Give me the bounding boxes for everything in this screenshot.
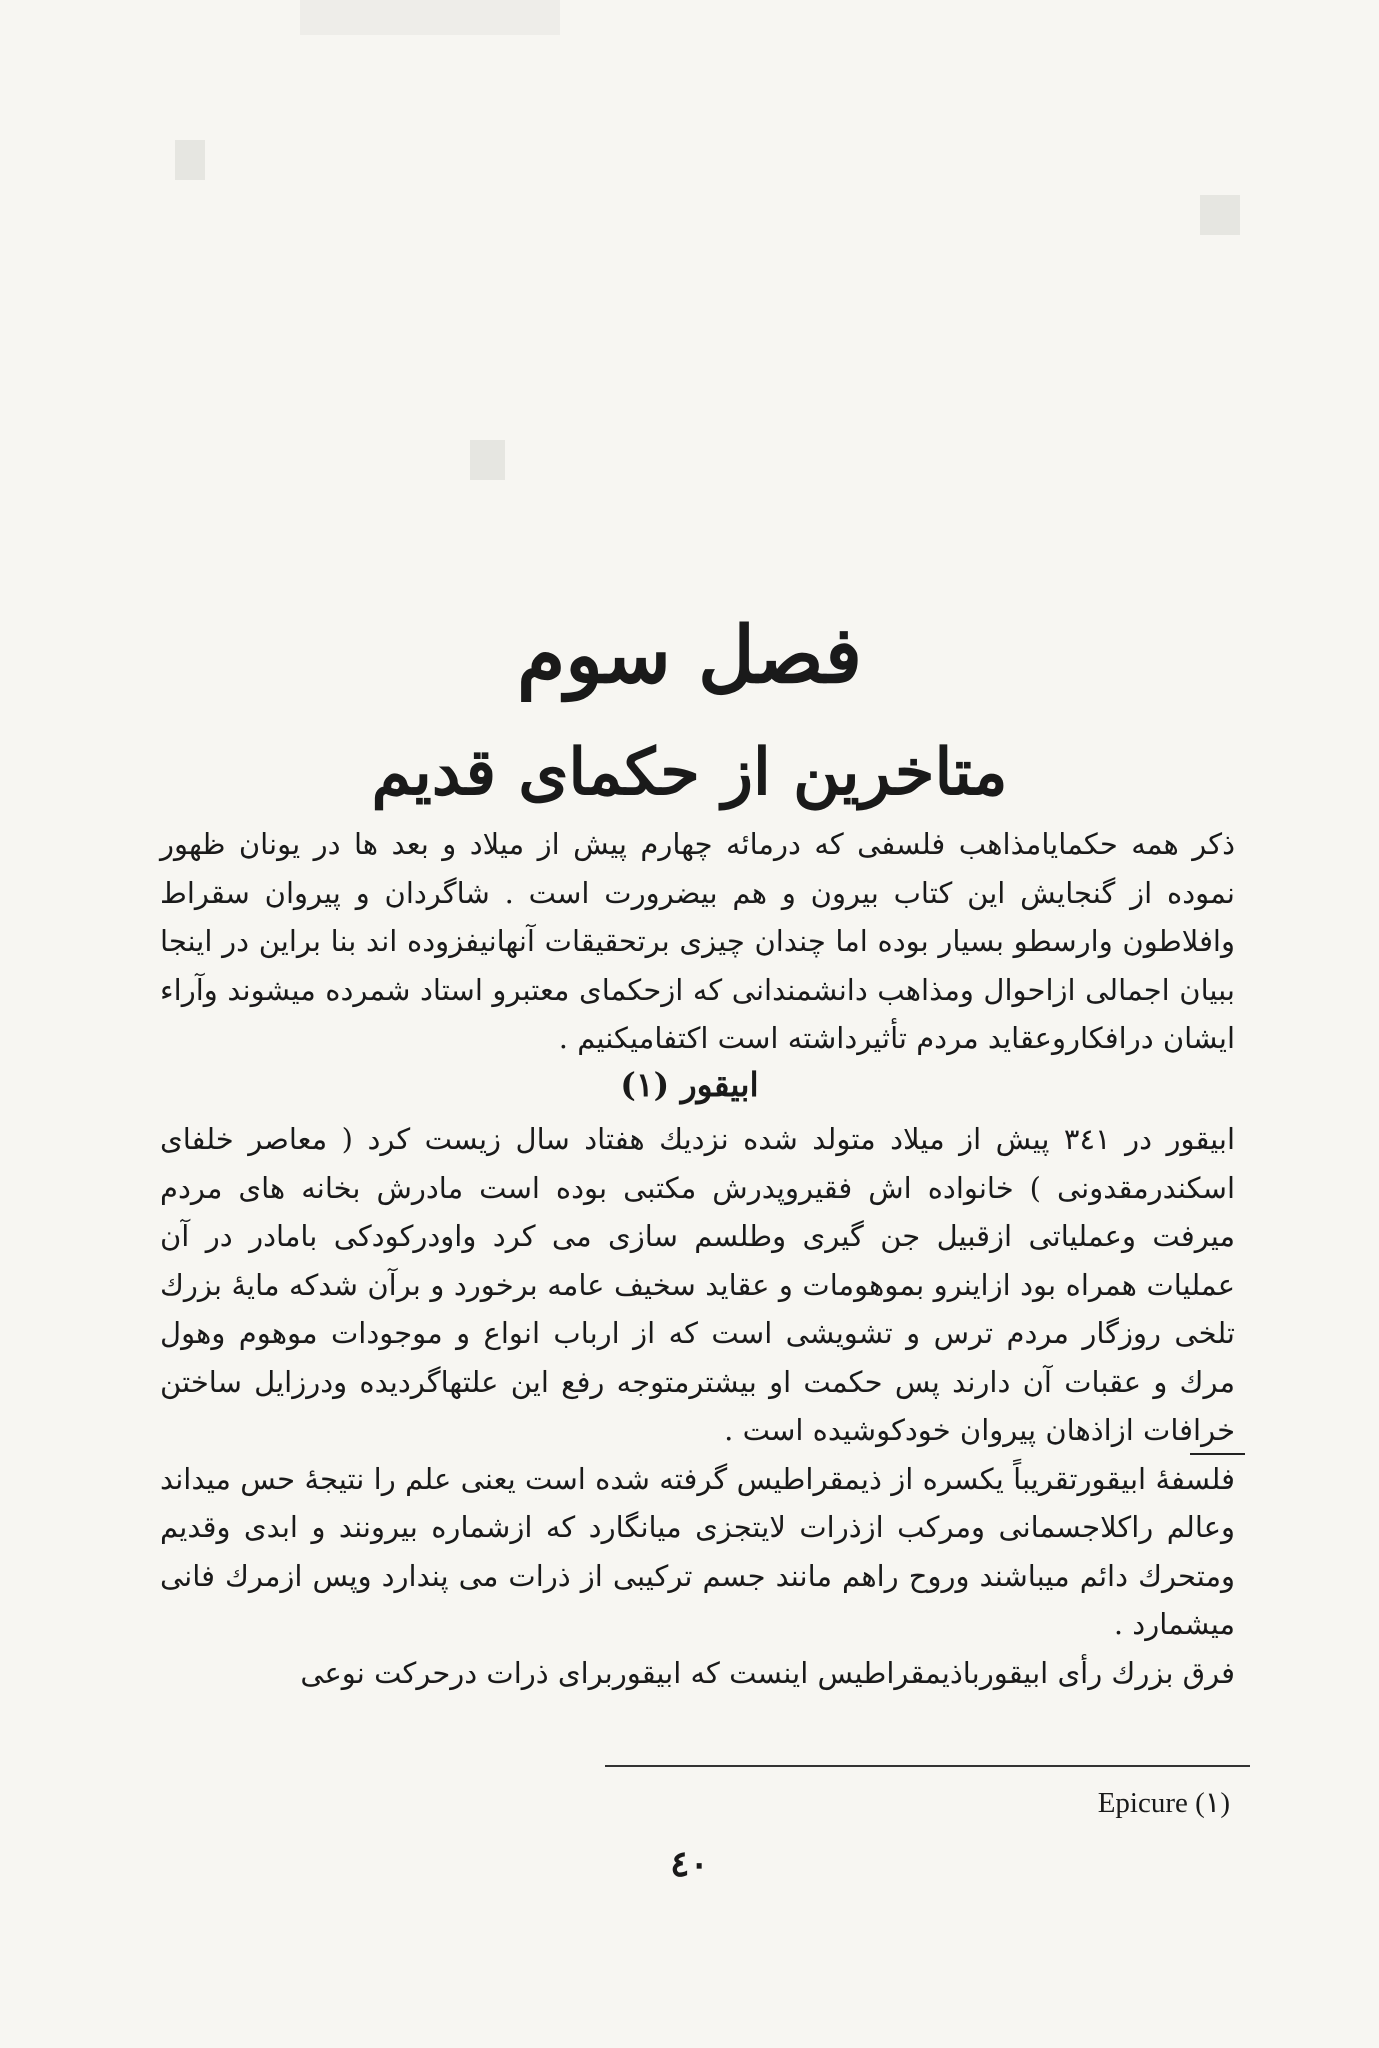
section-paragraph-3: فرق بزرك رأی ابیقورباذیمقراطیس اینست که ابیقوربرای ذرات درحرکت نوعی <box>300 1655 1235 1690</box>
footnote: Epicure (۱) <box>1097 1787 1230 1819</box>
page-number: ٤٠ <box>670 1843 709 1885</box>
footnote-divider <box>605 1765 1250 1767</box>
margin-mark <box>1190 1453 1245 1455</box>
intro-paragraph: ذکر همه حکمایامذاهب فلسفی که درمائه چهارم پیش از میلاد و بعد ها در یونان ظهور نموده از گنجایش این کتاب بیرون و هم بیضرورت است . شاگردان و پیروان سقراط وافلاطون وارسطو بسیار بوده اما چندان چیزی برتحقیقات آنهانیفزوده اند بنا براین در اینجا ببیان اجمالی ازاحوال ومذاهب دانشمندانی که ازحکمای معتبرو استاد شمرده میشوند وآراء ایشان درافکاروعقاید مردم تأثیرداشته است اکتفامیکنیم . <box>160 827 1235 1055</box>
chapter-subtitle: متاخرین از حکمای قدیم <box>371 735 1008 810</box>
scan-blemish <box>1200 195 1240 235</box>
section-heading: ابیقور (۱) <box>620 1065 759 1104</box>
intro-paragraph-block <box>160 820 1235 1063</box>
scan-blemish <box>300 0 560 35</box>
section-body-block <box>160 1115 1235 1697</box>
section-paragraph-2: فلسفهٔ ابیقورتقریباً یکسره از ذیمقراطیس گرفته شده است یعنی علم را نتیجهٔ حس میداند وعالم راکلاجسمانی ومرکب ازذرات لایتجزی میانگارد که ازشماره بیرونند و ابدی وقدیم ومتحرك دائم میباشند وروح راهم مانند جسم ترکیبی از ذرات می پندارد وپس ازمرك فانی میشمارد . <box>160 1461 1235 1641</box>
scan-blemish <box>470 440 505 480</box>
scan-blemish <box>175 140 205 180</box>
chapter-title: فصل سوم <box>516 610 863 701</box>
section-paragraph-1: ابیقور در ۳٤۱ پیش از میلاد متولد شده نزدیك هفتاد سال زیست کرد ( معاصر خلفای اسکندرمقدونی ) خانواده اش فقیروپدرش مکتبی بوده است مادرش بخانه های مردم میرفت وعملیاتی ازقبیل جن گیری وطلسم سازی می کرد واودرکودکی بامادر در آن عملیات همراه بود ازاینرو بموهومات و عقاید سخیف عامه برخورد و برآن شدکه مایهٔ بزرك تلخی روزگار مردم ترس و تشویشی است که از ارباب انواع و موجودات موهوم وهول مرك و عقبات آن دارند پس حکمت او بیشترمتوجه رفع این علتهاگردیده ودرزایل ساختن خرافات ازاذهان پیروان خودکوشیده است . <box>160 1122 1236 1447</box>
